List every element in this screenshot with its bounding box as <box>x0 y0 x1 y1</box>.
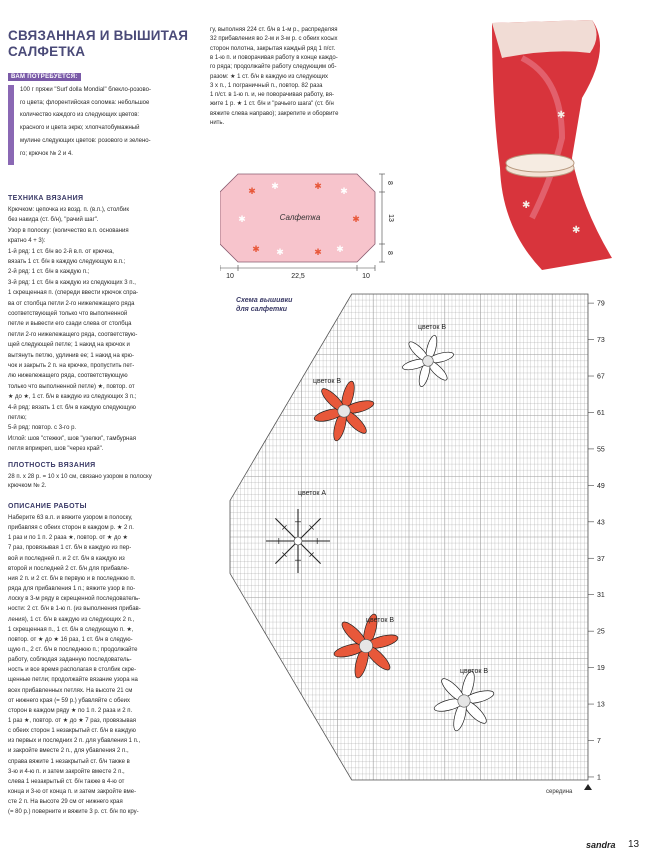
flower-label: цветок В <box>366 617 395 624</box>
napkin-label: Салфетка <box>279 213 321 222</box>
text-line: щенные петли; продолжайте вязание узора на <box>8 677 138 684</box>
text-line: второй и последней 2 ст. б/н для прибавле- <box>8 565 130 572</box>
star-light: ✱ <box>336 245 344 255</box>
middle-note: середина <box>546 789 573 795</box>
text-line: вяжите слева направо); закрепите и оборвите <box>210 110 339 117</box>
dim-bottom-left: 10 <box>226 273 234 280</box>
text-line: справа вяжите 1 незакрытый ст. б/н также в <box>8 758 130 765</box>
text-line: кратно 4 + 3): <box>8 238 46 245</box>
flower-label: цветок В <box>313 378 342 385</box>
row-label: 67 <box>597 373 605 381</box>
svg-text:✱: ✱ <box>522 200 531 211</box>
star-ray <box>275 541 298 564</box>
text-line: 2-й ряд: 1 ст. б/н в каждую п.; <box>8 269 90 276</box>
text-line: ряда для прибавления 1 п.; вяжите узор в по- <box>8 586 136 593</box>
row-label: 49 <box>597 482 605 490</box>
text-line: 1 раз ★, повтор. от ★ до ★ 7 раз, провязывая <box>8 718 137 724</box>
text-line: лю нижележащего ряда, соответствующую <box>8 373 128 380</box>
materials-line: количество каждого из следующих цветов: <box>20 112 140 118</box>
flower-center <box>423 356 434 367</box>
flower-label: цветок А <box>298 490 327 497</box>
text-line: 5-й ряд: повтор. с 3-го р. <box>8 425 77 432</box>
text-line: соответствующей только что выполненной <box>8 311 128 317</box>
text-line: 1 раз и по 1 п. 2 раза ★, повтор. от ★ до ★ <box>8 535 128 542</box>
row-label: 79 <box>597 300 605 308</box>
text-line: (= 80 р.) поверните и вяжите 3 р. ст. б/н по кру- <box>8 809 139 816</box>
row-label: 43 <box>597 519 605 527</box>
star-ray <box>275 518 298 541</box>
text-line: только что выполненной петле) ★, повтор. от <box>8 383 135 390</box>
materials-line: красного и цвета экрю; хлопчатобумажный <box>20 125 140 131</box>
text-line: Узор в полоску: (количество в.п. основания <box>8 227 129 234</box>
text-line: 7 раз, провязывая 1 ст. б/н в каждую из пер- <box>8 545 132 552</box>
text-line: ность и все время располагая в столбик скре- <box>8 667 137 674</box>
star-red: ✱ <box>248 187 256 197</box>
text-line: щей следующей петле; 1 накид на крючок и <box>8 342 130 349</box>
row-label: 37 <box>597 555 605 563</box>
svg-text:✱: ✱ <box>572 225 581 236</box>
star-red: ✱ <box>314 248 322 258</box>
flower-b-red-upper <box>313 378 375 442</box>
flower-label: цветок В <box>460 668 489 675</box>
density-heading: ПЛОТНОСТЬ ВЯЗАНИЯ <box>8 462 96 469</box>
star-red: ✱ <box>314 182 322 192</box>
text-line: щую п., 2 ст. б/н в последнюю п.; продолжайте <box>8 646 138 653</box>
text-line: вязать 1 ст. б/н в каждую следующую в.п.; <box>8 259 126 265</box>
napkin-diagram <box>220 160 395 280</box>
work-heading: ОПИСАНИЕ РАБОТЫ <box>8 503 87 510</box>
text-line: от нижнего края (= 59 р.) убавляйте с обеих <box>8 697 131 704</box>
page-title <box>8 28 198 60</box>
text-line: го ряда; продолжайте работу следующим об- <box>210 64 337 71</box>
flower-b-top <box>401 324 454 388</box>
row-label: 13 <box>597 701 605 709</box>
flower-center <box>458 695 470 707</box>
text-line: 3-й ряд: 1 ст. б/н в каждую из следующих 3 п., <box>8 279 136 286</box>
text-line: сторон полотна, закрытая каждый ряд 1 п/ст. <box>210 45 336 52</box>
page-number: 13 <box>628 839 640 850</box>
text-line: конца и 3-ю от конца п. и затем закройте вме- <box>8 789 137 796</box>
star-light: ✱ <box>271 182 279 192</box>
dim-right-top: 8 <box>386 181 393 185</box>
dim-bottom-right: 10 <box>362 273 370 280</box>
text-line: гу, выполняя 224 ст. б/н в 1-м р., распределяя <box>210 27 338 33</box>
flower-b-bottom <box>433 668 495 732</box>
dim-bottom-mid: 22,5 <box>291 273 305 280</box>
text-line: сторон в каждом ряду ★ по 1 п. 2 раза и 2 п. <box>8 707 133 714</box>
middle-arrow <box>584 784 592 790</box>
text-line: вытянуть петлю, удлинив ее; 1 накид на крю- <box>8 352 134 359</box>
text-line: сте 2 п. На высоте 29 см от нижнего края <box>8 799 123 806</box>
text-line: 1 п/ст. в 1-ю п. и, не поворачивая работу, вя- <box>210 92 334 99</box>
text-line: повтор. от ★ до ★ 16 раз, 1 ст. б/н в следую- <box>8 636 133 643</box>
text-line: вой и последней п. и 2 ст. б/н в каждую из <box>8 555 125 562</box>
dim-right-mid: 13 <box>387 214 394 222</box>
star-center <box>294 537 302 545</box>
text-line: 1 скрещенная п. (спереди ввести крючок спра- <box>8 290 139 297</box>
text-line: петлю; <box>8 415 27 421</box>
text-line: разом: ★ 1 ст. б/н в каждую из следующих <box>210 73 329 80</box>
flower-label: цветок В <box>418 324 447 331</box>
text-line: без накида (ст. б/н), "рачий шаг". <box>8 217 99 224</box>
text-line: 4-й ряд: вязать 1 ст. б/н в каждую следующую <box>8 404 136 411</box>
text-line: из первых и последних 2 п. для убавления 1 п., <box>8 738 141 745</box>
row-label: 73 <box>597 337 605 345</box>
materials-line: го; крючок № 2 и 4. <box>20 151 73 157</box>
text-line: ★ до ★, 1 ст. б/н в каждую из следующих 3 п.; <box>8 394 137 401</box>
text-line: 32 прибавления во 2-м и 3-м р. с обеих косых <box>210 36 338 43</box>
row-label: 19 <box>597 665 605 673</box>
materials-line: го цвета; флорентийская соломка: небольшое <box>20 100 150 106</box>
row-label: 1 <box>597 774 601 782</box>
text-line: нить. <box>210 120 225 126</box>
napkin-photo <box>462 18 642 276</box>
text-line: 3-ю и 4-ю п. и затем закройте вместе 2 п., <box>8 768 125 775</box>
text-line: с обеих сторон 1 незакрытый ст. б/н в каждую <box>8 728 136 735</box>
text-line: жите 1 р. ★ 1 ст. б/н и "рачьего шага" (ст. б/н <box>210 101 334 108</box>
density-line: крючком № 2. <box>8 483 47 489</box>
materials-tag: ВАМ ПОТРЕБУЕТСЯ: <box>8 73 81 81</box>
text-line: Наберите 63 в.п. и вяжите узором в полоску, <box>8 515 133 521</box>
row-label: 31 <box>597 592 605 600</box>
text-line: чок и закрыть 2 п. на крючке, пропустить пет- <box>8 363 135 369</box>
density-line: 28 п. х 28 р. = 10 х 10 см, связано узором в полоску <box>8 474 152 480</box>
text-line: лоску в 3-м ряду в скрещенной последователь- <box>8 596 141 603</box>
svg-text:✱: ✱ <box>557 110 566 121</box>
dim-right-bottom: 8 <box>386 251 393 255</box>
text-line: 3 х п., 1 пограничный п., повтор. 82 раза <box>210 82 323 89</box>
flower-center <box>338 405 350 417</box>
materials-box <box>8 73 198 168</box>
text-line: всех прибавленных петлях. На высоте 21 см <box>8 687 133 694</box>
star-red: ✱ <box>252 245 260 255</box>
text-line: Иглой: шов "стежки", шов "узелки", тамбурная <box>8 435 136 442</box>
chart-caption-line-1: Схема вышивки <box>236 297 293 304</box>
text-line: работу, соблюдая заданную последователь- <box>8 657 132 664</box>
technique-heading: ТЕХНИКА ВЯЗАНИЯ <box>8 195 84 202</box>
text-line: петля вприкреп, шов "через край". <box>8 446 104 453</box>
row-label: 7 <box>597 738 601 746</box>
materials-line: 100 г пряжи "Surf dolla Mondial" блекло-розово- <box>20 87 151 93</box>
star-light: ✱ <box>238 215 246 225</box>
text-line: ления), 1 ст. б/н в каждую из следующих 2 п., <box>8 616 135 623</box>
title-line-2: САЛФЕТКА <box>8 44 86 59</box>
text-line: 1 скрещенная п., 1 ст. б/н в следующую п. ★, <box>8 626 134 633</box>
row-label: 55 <box>597 446 605 454</box>
text-line: петле и вывести его сзади слева от столбца <box>8 321 132 328</box>
row-label: 25 <box>597 628 605 636</box>
star-red: ✱ <box>352 215 360 225</box>
title-line-1: СВЯЗАННАЯ И ВЫШИТАЯ <box>8 28 189 43</box>
text-line: и закройте вместе 2 п., для убавления 2 п., <box>8 748 129 755</box>
embroidery-chart <box>218 286 608 798</box>
text-line: ва от столбца петли 2-го нижележащего ряда <box>8 300 135 307</box>
flower-center <box>359 639 372 652</box>
text-line: слева 1 незакрытый ст. б/н также в 4-ю от <box>8 778 125 785</box>
chart-caption-line-2: для салфетки <box>236 306 288 313</box>
row-label: 61 <box>597 409 605 417</box>
text-line: ния 2 п. и 2 ст. б/н в первую и в последнюю п. <box>8 575 136 582</box>
text-line: Крючком: цепочка из возд. п. (в.п.), столбик <box>8 207 129 213</box>
text-line: петли 2-го нижележащего ряда, соответствую- <box>8 331 138 338</box>
text-line: ности: 2 ст. б/н в 1-ю п. (из выполнения прибав- <box>8 606 141 613</box>
star-light: ✱ <box>340 187 348 197</box>
text-line: в 1-ю п. и поворачивая работу в конце каждо- <box>210 54 338 61</box>
photo-napkin-ring <box>506 154 574 177</box>
star-light: ✱ <box>276 248 284 258</box>
footer-brand: sandra <box>586 840 616 850</box>
text-line: прибавляя с обеих сторон в каждом р. ★ 2 п. <box>8 525 134 532</box>
materials-line: мулине следующих цветов: розового и зелено- <box>20 138 151 144</box>
materials-bar <box>8 85 14 165</box>
text-line: 1-й ряд: 1 ст. б/н во 2-й в.п. от крючка, <box>8 248 114 255</box>
